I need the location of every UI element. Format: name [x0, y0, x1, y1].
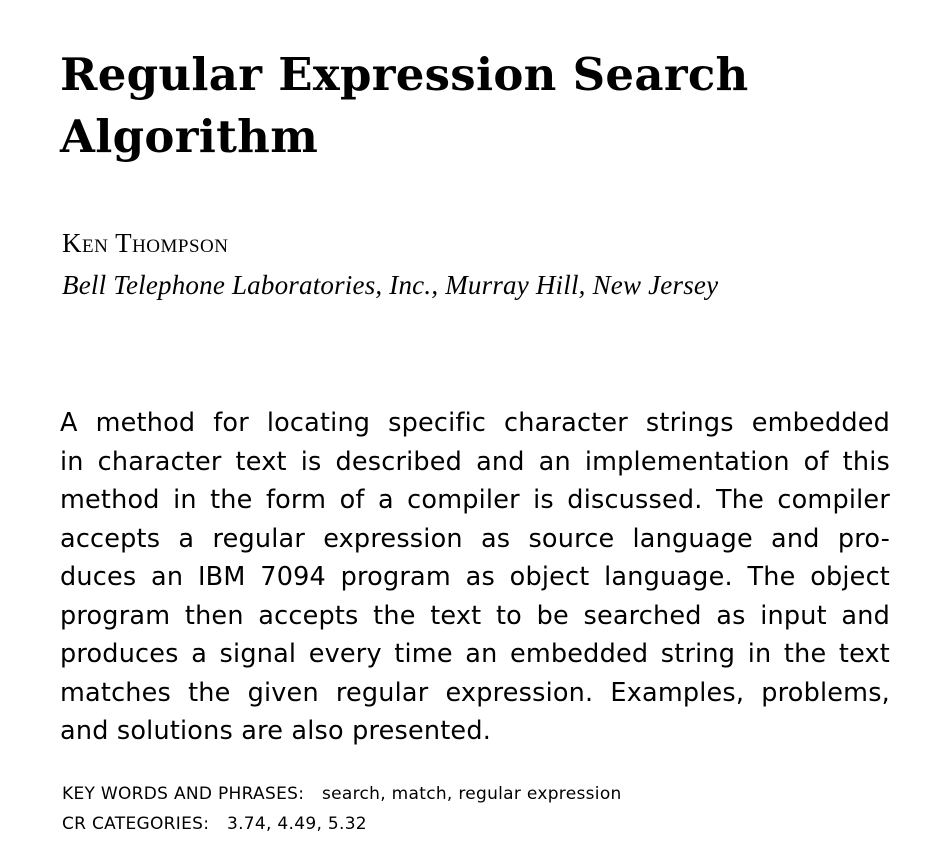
abstract-line: program then accepts the text to be searched as input and — [60, 600, 890, 631]
abstract-line: and solutions are also presented. — [60, 716, 492, 746]
abstract-line: A method for locating specific character strings embedded — [60, 408, 890, 438]
cr-categories-value: 3.74, 4.49, 5.32 — [226, 814, 367, 834]
abstract-line: matches the given regular expression. Examples, problems, — [60, 677, 890, 708]
abstract-line: accepts a regular expression as source language and pro- — [60, 523, 890, 554]
cr-categories-label: CR CATEGORIES: — [62, 814, 210, 834]
paper-title-line-1: Regular Expression Search — [60, 48, 749, 101]
abstract-line: method in the form of a compiler is discussed. The compiler — [60, 485, 890, 515]
author-name: Ken Thompson — [62, 228, 229, 258]
keywords-value: search, match, regular expression — [321, 784, 622, 804]
abstract-line: duces an IBM 7094 program as object language. The object — [60, 562, 890, 592]
keywords-label: KEY WORDS AND PHRASES: — [62, 784, 305, 804]
abstract-line: in character text is described and an implementation of this — [60, 446, 890, 477]
abstract-line: produces a signal every time an embedded string in the text — [60, 639, 890, 669]
keywords — [62, 782, 622, 806]
author-affiliation: Bell Telephone Laboratories, Inc., Murray Hill, New Jersey — [62, 270, 719, 300]
abstract — [60, 404, 890, 751]
paper-title-line-2: Algorithm — [60, 110, 319, 163]
paper-title — [60, 44, 880, 168]
cr-categories — [62, 812, 367, 836]
